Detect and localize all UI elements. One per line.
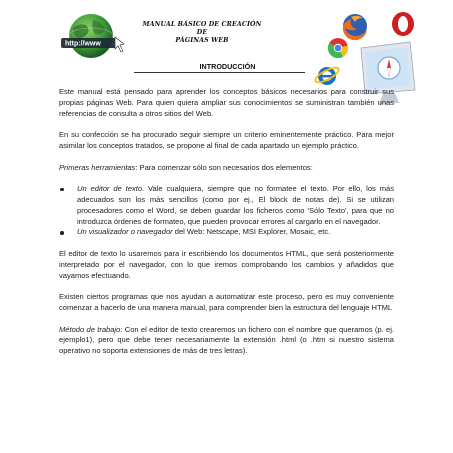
globe-http-icon [57,10,131,60]
list-item-label: Un visualizador o navegador [77,227,173,237]
list-item-text: del Web: Netscape, MSI Explorer, Mosaic, etc. [172,227,331,237]
paragraph-editor: El editor de texto lo usaremos para ir escribiendo los documentos HTML, que será posteriormente interpretado por el navegador, con lo que iremos comprobando los cambios y añadidos que vayamos efectuando. [59,248,394,280]
bullet-icon [60,188,64,192]
list-item-text: . Vale cualquiera, siempre que no formatee el texto. Por ello, los más adecuados son los más sencillos (como por ej., El block de notas de). Si se utilizan procesadores como el Word, se deben guardar los ficheros como 'Sólo Texto', para que no introduzca órdenes de formateo, que pueden provocar errores al cargarlo en el navegador. [77,184,394,226]
bullet-icon [60,231,64,235]
header-title-line-1: MANUAL BÁSICO DE CREACIÓN DE [142,21,262,36]
title-underline [134,72,305,73]
globe-banner-text: http://www [65,40,101,48]
safari-icon [378,57,400,79]
opera-icon [392,12,414,36]
list-item [59,227,394,238]
tools-label: Primeras herramientas [59,162,136,172]
tools-list [59,184,394,238]
header-title-line-2: PÁGINAS WEB [175,37,229,44]
document-body [59,87,394,357]
tools-text: : Para comenzar sólo son necesarios dos elementos: [135,162,313,172]
paragraph-programs: Existen ciertos programas que nos ayudan a automatizar este proceso, pero es muy conveniente comenzar a hacerlo de una manera manual, para comprender bien la estructura del lenguaje HTML [59,292,394,312]
list-item [59,184,394,227]
paragraph-confection: En su confección se ha procurado seguir siempre un criterio eminentemente práctico. Para mejor asimilar los conceptos tratados, se propone al final de cada apartado un ejemplo práctico. [59,130,394,150]
firefox-icon [343,14,367,40]
paragraph-tools [59,163,394,174]
chrome-icon [328,38,348,58]
method-text: : Con el editor de texto crearemos un fichero con el nombre que queramos (p. ej. ejemplo1), pero que debe tener necesariamente la extensión .html (o .htm si nuestro sistema operativo no soporta extensiones de más de tres letras). [59,324,394,356]
document-header-title [140,21,264,45]
section-title: INTRODUCCIÓN [199,62,256,71]
internet-explorer-icon [313,65,340,85]
paragraph-intro: Este manual está pensado para aprender los conceptos básicos necesarios para construir sus propias páginas Web. Para quien quiera ampliar sus conocimientos se suministran también unas referencias de consulta a otros sitios del Web. [59,87,394,118]
paragraph-method [59,325,394,357]
list-item-label: Un editor de texto [77,184,143,194]
method-label: Método de trabajo [59,324,121,334]
